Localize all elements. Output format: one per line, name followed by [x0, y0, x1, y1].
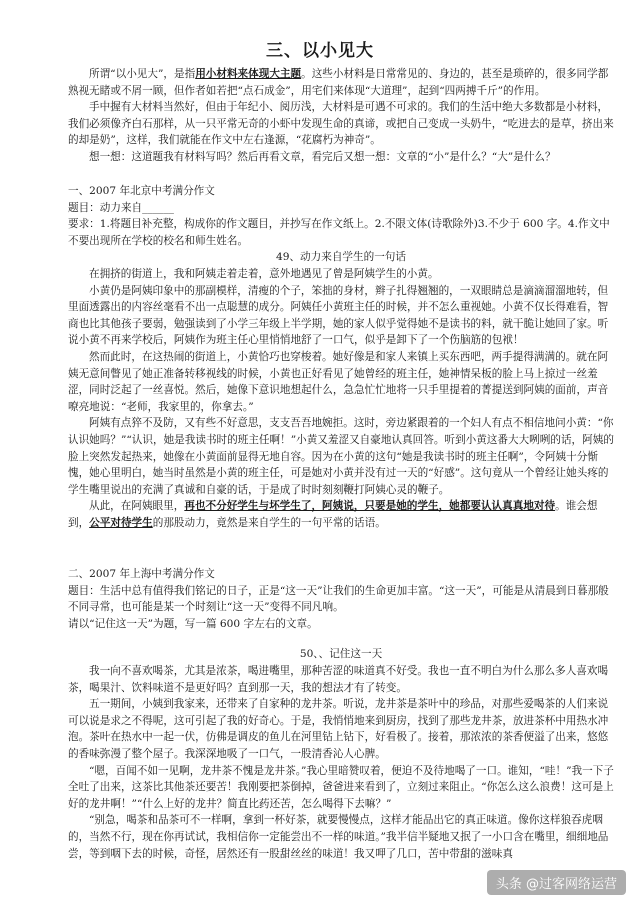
section-2-prompt: 请以“记住这一天”为题，写一篇 600 字左右的文章。	[68, 617, 318, 630]
section-2-heading: 二、2007 年上海中考满分作文	[68, 568, 215, 580]
essay-50-title: 50、、记住这一天	[299, 648, 383, 661]
section-1	[68, 183, 614, 531]
section-2	[68, 566, 614, 862]
intro-paragraph-1: 所谓“以小见大”，是指用小材料来体现大主题。这些小材料是日常常见的、身边的，甚至是琐碎的，很多同学都熟视无睹或不屑一顾，但作者如若把“点石成金”，用宅们来体现“大道理”，起到“四两搏千斤”的作用。	[68, 68, 609, 97]
essay-49-paragraph: 然而此时，在这热闹的街道上，小黄恰巧也穿梭着。她好像是和家人来镇上买东西吧，两手提得满满的。就在阿姨无意间瞥见了她正准备转移视线的时候，小黄也正好看见了她曾经的班主任，她神情呆板的脸上马上掠过一丝羞涩，同时泛起了一丝喜悦。然后，她像下意识地想起什么，急急忙忙地将一只手里提着的菁提送到阿姨的面前，声音嘹亮地说：“老师，我家里的，你拿去。”	[68, 350, 609, 413]
essay-49-key-sentence: 再也不分好学生与坏学生了，阿姨说，只要是她的学生，她都要认认真真地对待	[184, 500, 556, 513]
watermark: 头条 @过客网络运营	[487, 870, 626, 895]
essay-49-paragraph: 在拥挤的街道上，我和阿姨走着走着，意外地遇见了曾是阿姨学生的小黄。	[89, 267, 439, 280]
essay-49-key-phrase: 公平对待学生	[89, 516, 153, 529]
essay-49-paragraph: 阿姨有点猝不及防，又有些不好意思，支支吾吾地婉拒。这时，旁边紧跟着的一个妇人有点不相信地问小黄：“你认识她吗？”“认识，她是我读书时的班主任啊！”小黄又羞涩又自豪地认真回答。听到小黄这番大大咧咧的话，阿姨的脸上突然发起热来，她像在小黄面前显得无地自容。因为在小黄的这句“她是我读书时的班主任啊”，令阿姨十分惭愧，她心里明白，她当时虽然是小黄的班主任，可是她对小黄并没有过一天的“好感”。这句竟从一个曾经让她头疼的学生嘴里说出的充满了真诚和自豪的话，于是成了时时刻刻鞭打阿姨心灵的鞭子。	[68, 417, 614, 496]
essay-49-conclusion: 从此，在阿姨眼里，再也不分好学生与坏学生了，阿姨说，只要是她的学生，她都要认认真真地对待。谁会想到，公平对待学生的那股动力，竟然是来自学生的一句平常的话语。	[68, 500, 598, 529]
page-title: 三、以小见大	[266, 41, 374, 61]
intro-paragraph-2: 手中握有大材料当然好，但由于年纪小、阅历浅，大材料是可遇不可求的。我们的生活中绝大多数都是小材料，我们必须像齐白石那样，从一只平常无奇的小虾中发现生命的真谛，或把自己变成一头奶牛，“吃进去的是草，挤出来的却是奶”，这样，我们就能在作文中左右逢源，“花腐朽为神奇”。	[68, 101, 614, 147]
essay-49-paragraph: 小黄仍是阿姨印象中的那副模样，清瘦的个子，笨拙的身材，辫子扎得翘翘的，一双眼睛总是滴滴溜溜地转，但里面透露出的内容丝毫看不出一点聪慧的成分。阿姨任小黄班主任的时候，并不怎么重视她。小黄不仅长得难看，智商也比其他孩子要弱，勉强读到了小学三年级上半学期，她的家人似乎觉得她不是读书的料，就干脆让她回了家。听说小黄不再来学校后，阿姨作为班主任心里悄悄地舒了一口气，似乎是卸下了一个伤脑筋的包袱！	[68, 284, 609, 347]
intro-key-phrase: 用小材料来体现大主题	[195, 68, 302, 80]
essay-50-paragraph: “别急，喝茶和品茶可不一样啊，拿到一杯好茶，就要慢慢点，这样才能品出它的真正味道。像你这样狼吞虎咽的，当然不行，现在你再试试，我相信你一定能尝出不一样的味道。”我半信半疑地又抿了一小口含在嘴里，细细地品尝，等到咽下去的时候，奇怪，居然还有一股甜丝丝的味道！我又呷了几口，苦中带甜的滋味真	[68, 814, 609, 860]
section-1-heading: 一、2007 年北京中考满分作文	[68, 185, 215, 197]
intro-block	[68, 66, 614, 166]
section-1-topic: 题目：动力来自______	[68, 201, 174, 214]
essay-50-paragraph: 五一期间，小姨到我家来，还带来了自家种的龙井茶。听说，龙井茶是茶叶中的珍品，对那些爱喝茶的人们来说可以说是求之不得呢，这可引起了我的好奇心。于是，我悄悄地来到厨房，找到了那些龙井茶，放进茶杯中用热水冲泡。茶叶在热水中一起一伏，仿佛是调皮的鱼儿在河里钻上钻下，好看极了。接着，那浓浓的茶香便溢了出来，悠悠的香味弥漫了整个屋子。我深深地吸了一口气，一股清香沁人心脾。	[68, 698, 609, 760]
section-1-requirements: 要求：1.将题目补充整，构成你的作文题目，并抄写在作文纸上。2.不限文体(诗歌除外)3.不少于 600 字。4.作文中不要出现所在学校的校名和师生姓名。	[68, 218, 610, 247]
section-2-topic: 题目：生活中总有值得我们铭记的日子，正是“这一天”让我们的生命更加丰富。“这一天”，可能是从清晨到日暮那般不同寻常，也可能是某一个时刻让“这一天”变得不同凡响。	[68, 584, 609, 614]
intro-paragraph-3: 想一想：这道题我有材料写吗？然后再看文章，看完后又想一想：文章的“小”是什么？“大”是什么？	[89, 150, 556, 163]
essay-50-paragraph: 我一向不喜欢喝茶，尤其是浓茶，喝进嘴里，那种苦涩的味道真不好受。我也一直不明白为什么那么多人喜欢喝茶，喝果汁、饮料味道不是更好吗？直到那一天，我的想法才有了转变。	[68, 664, 609, 694]
essay-50-paragraph: “嗯，百闻不如一见啊，龙井茶不愧是龙井茶。”我心里暗赞叹着，便迫不及待地喝了一口。谁知，“哇！”我一下子全吐了出来，这茶比其他茶还要苦！我刚要把茶倒掉，爸爸进来看到了，立刻过来阻止。“你怎么这么浪费！这可是上好的龙井啊！”“什么上好的龙井？简直比药还苦，怎么喝得下去嘛？”	[68, 764, 614, 810]
essay-49-title: 49、动力来自学生的一句话	[275, 251, 406, 264]
